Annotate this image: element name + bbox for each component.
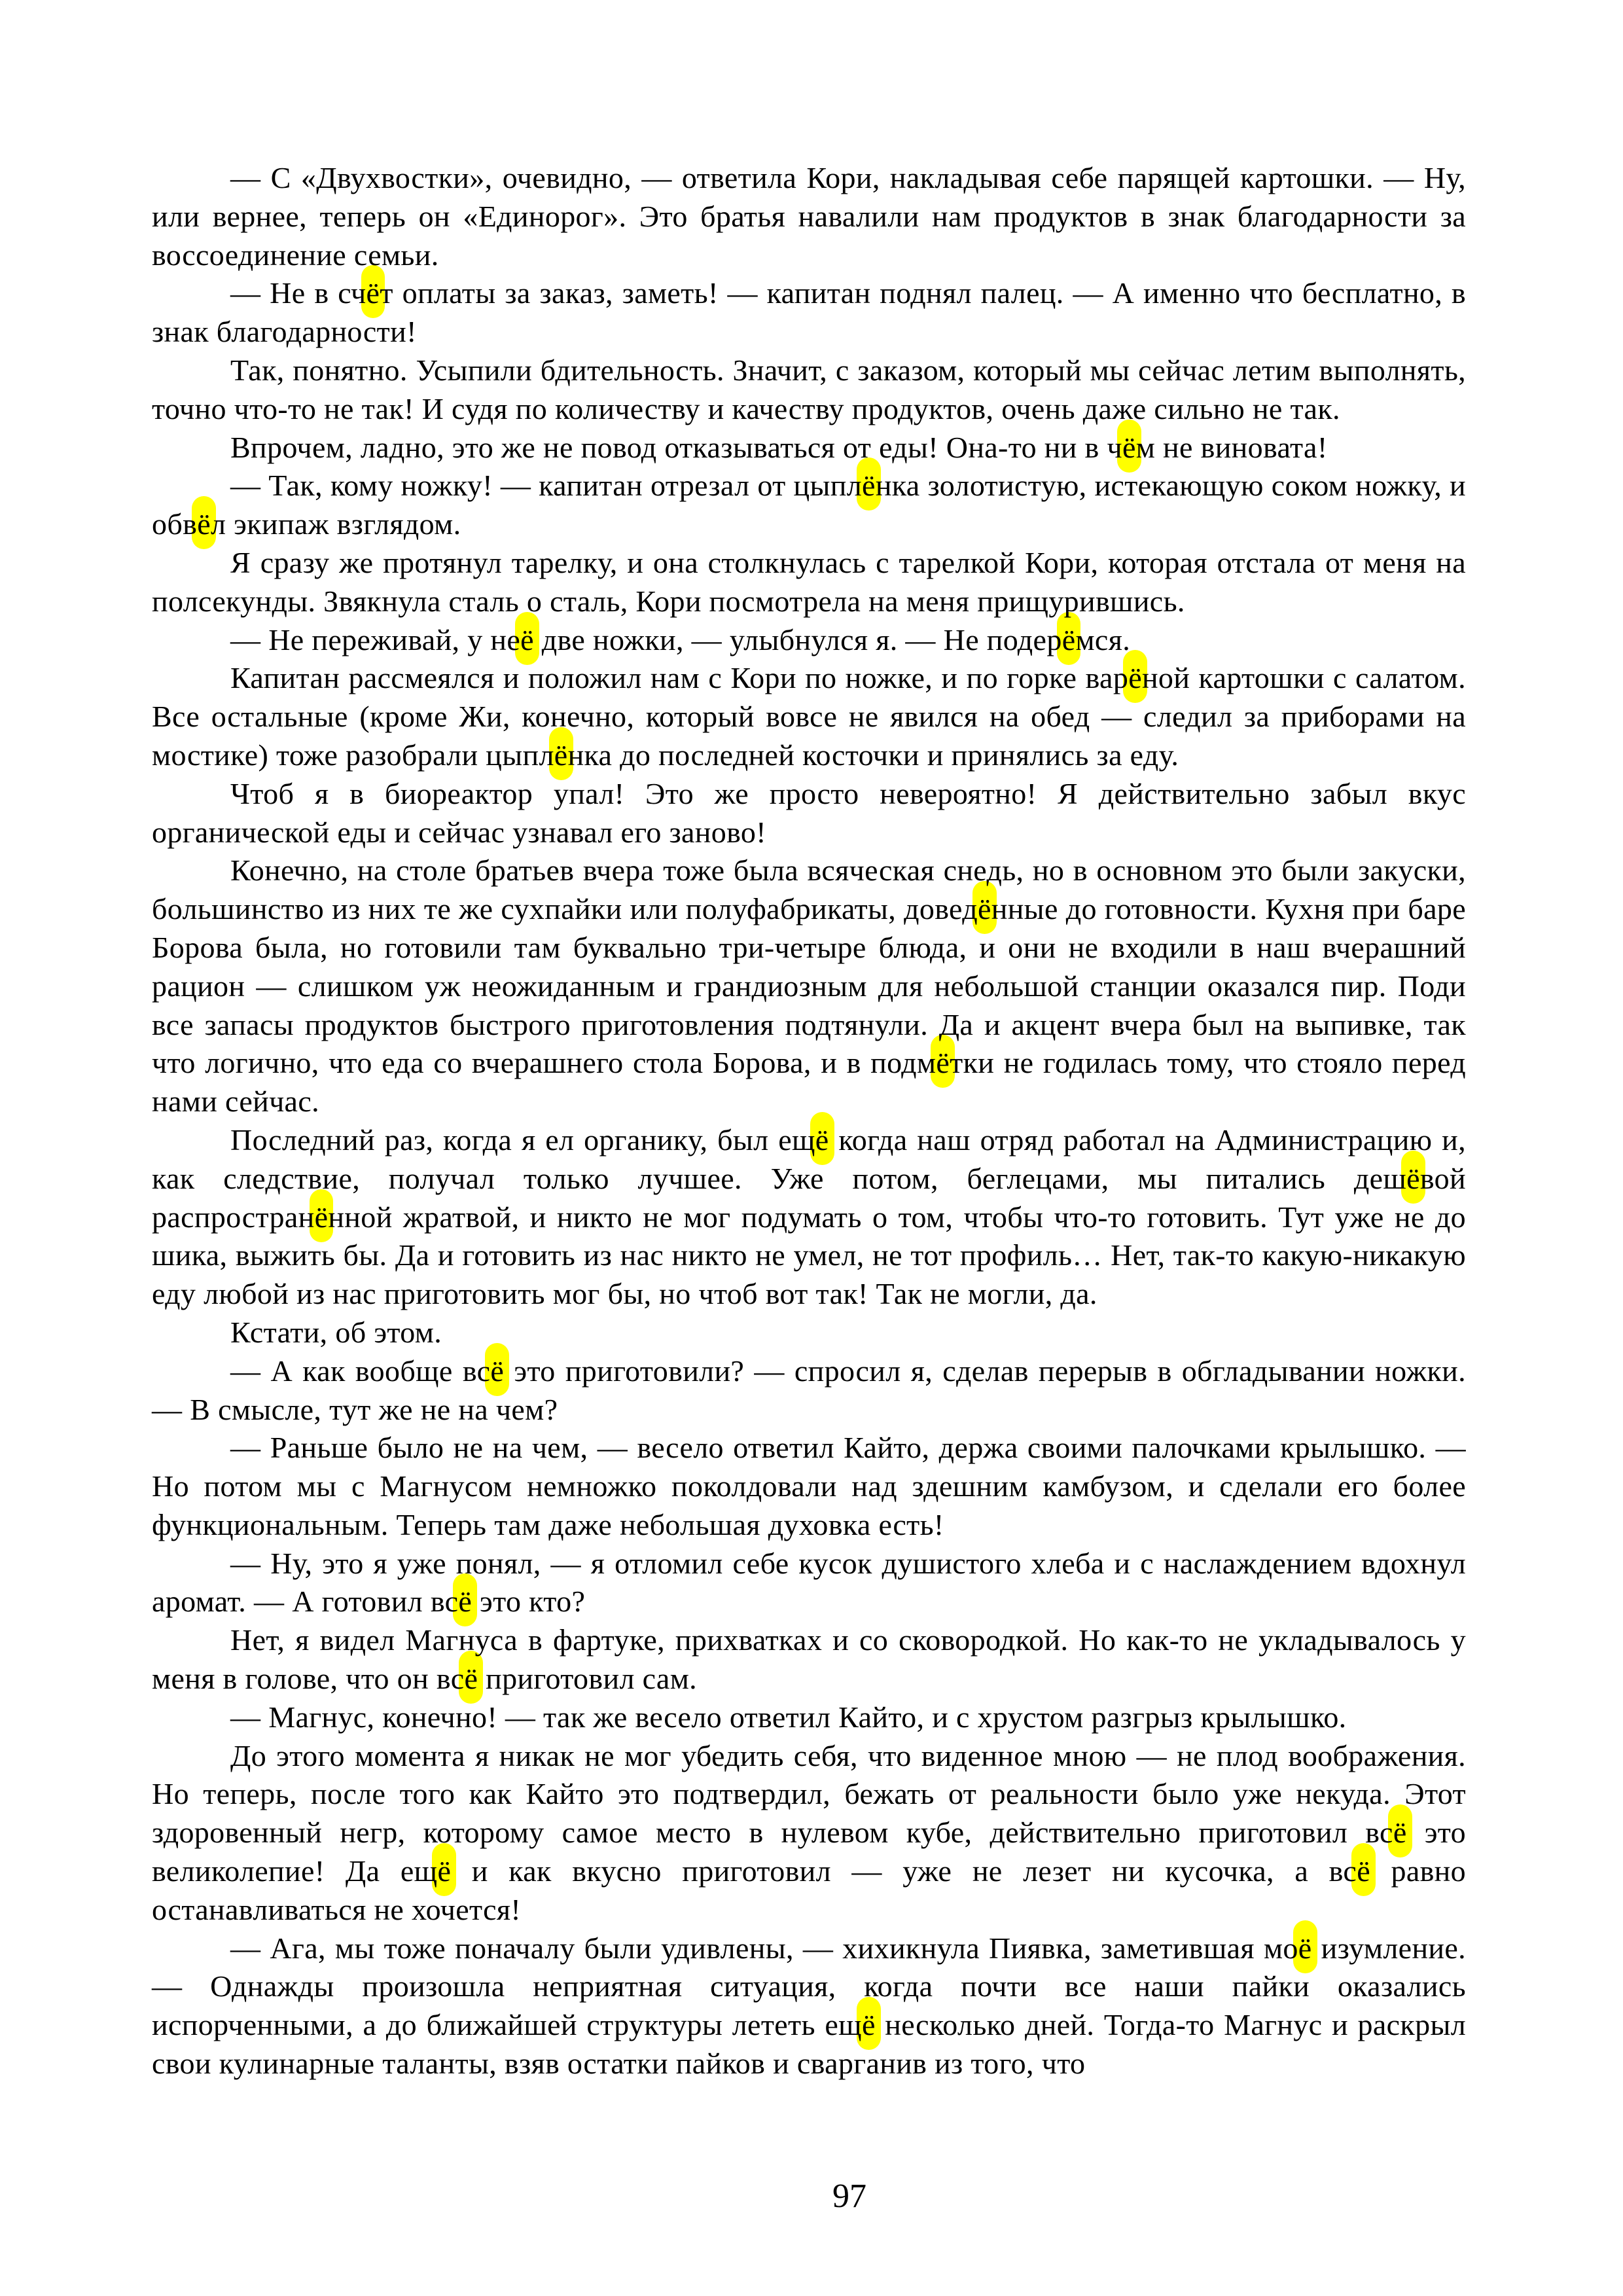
yo-letter-highlight: ё [1122, 430, 1136, 464]
yo-letter-highlight: ё [458, 1585, 473, 1619]
paragraph: — Раньше было не на чем, — весело ответил Кайто, держа своими палочками крылышко. — Но потом мы с Магнусом немножко поколдовали над здешним камбузом, и сделали его более функциональным. Теперь там даже небольшая духовка есть! [152, 1431, 1466, 1541]
yo-letter-highlight: ё [366, 276, 380, 310]
paragraph: Нет, я видел Магнуса в фартуке, прихватках и со сковородкой. Но как-то не укладывалось у меня в голове, что он всё приготовил сам. [152, 1623, 1466, 1696]
paragraph: — С «Двухвостки», очевидно, — ответила Кори, накладывая себе парящей картошки. — Ну, или вернее, теперь он «Единорог». Это братья навалили нам продуктов в знак благодарности за воссоединение семьи. [152, 161, 1466, 272]
paragraph: — Ну, это я уже понял, — я отломил себе кусок душистого хлеба и с наслаждением вдохнул аромат. — А готовил всё это кто? [152, 1546, 1466, 1619]
yo-letter-highlight: ё [490, 1354, 505, 1388]
yo-letter-highlight: ё [977, 892, 991, 926]
page-number: 97 [832, 2178, 866, 2215]
yo-letter-highlight: ё [861, 2008, 876, 2042]
yo-letter-highlight: ё [1393, 1816, 1407, 1850]
paragraph: Так, понятно. Усыпили бдительность. Значит, с заказом, который мы сейчас летим выполнять, точно что-то не так! И судя по количеству и качеству продуктов, очень даже сильно не так. [152, 353, 1466, 425]
yo-letter-highlight: ё [464, 1662, 478, 1696]
paragraph: Конечно, на столе братьев вчера тоже была всяческая снедь, но в основном это были закуски, большинство из них те же сухпайки или полуфабрикаты, доведённые до готовности. Кухня при баре Борова была, но готовили там буквально три-четыре блюда, и они не входили в наш вчерашний рацион — слишком уж неожиданным и грандиозным для небольшой станции оказался пир. Поди все запасы продуктов быстрого приготовления подтянули. Да и акцент вчера был на выпивке, так что логично, что еда со вчерашнего стола Борова, и в подмётки не годилась тому, что стояло перед нами сейчас. [152, 853, 1466, 1119]
yo-letter-highlight: ё [1298, 1931, 1312, 1965]
yo-letter-highlight: ё [197, 507, 211, 541]
yo-letter-highlight: ё [862, 469, 876, 503]
paragraph: Последний раз, когда я ел органику, был ещё когда наш отряд работал на Администрацию и, как следствие, получал только лучшее. Уже потом, беглецами, мы питались дешёвой распространённой жратвой, и никто не мог подумать о том, чтобы что-то готовить. Тут уже не до шика, выжить бы. Да и готовить из нас никто не умел, не тот профиль… Нет, так-то какую-никакую еду любой из нас приготовить мог бы, но чтоб вот так! Так не могли, да. [152, 1122, 1466, 1311]
paragraph: Впрочем, ладно, это же не повод отказываться от еды! Она-то ни в чём не виновата! [230, 430, 1328, 464]
paragraph: Капитан рассмеялся и положил нам с Кори по ножке, и по горке варёной картошки с салатом. Все остальные (кроме Жи, конечно, который вовсе не явился на обед — следил за приборами на мостике) тоже разобрали цыплёнка до последней косточки и принялись за еду. [152, 661, 1466, 772]
yo-letter-highlight: ё [554, 738, 568, 772]
yo-letter-highlight: ё [936, 1046, 950, 1080]
page-text [152, 159, 1466, 2083]
yo-letter-highlight: ё [1406, 1161, 1420, 1195]
yo-letter-highlight: ё [314, 1200, 329, 1234]
paragraph: — Не переживай, у неё две ножки, — улыбнулся я. — Не подерёмся. [230, 622, 1131, 656]
paragraph: — Магнус, конечно! — так же весело ответил Кайто, и с хрустом разгрыз крылышко. [230, 1700, 1347, 1734]
yo-letter-highlight: ё [520, 622, 534, 656]
yo-letter-highlight: ё [1128, 661, 1142, 695]
yo-letter-highlight: ё [437, 1854, 452, 1888]
paragraph: — Не в счёт оплаты за заказ, заметь! — капитан поднял палец. — А именно что бесплатно, в знак благодарности! [152, 276, 1466, 349]
paragraph: — Ага, мы тоже поначалу были удивлены, — хихикнула Пиявка, заметившая моё изумление. — Однажды произошла неприятная ситуация, когда почти все наши пайки оказались испорченными, а до ближайшей структуры лететь ещё несколько дней. Тогда-то Магнус и раскрыл свои кулинарные таланты, взяв остатки пайков и сварганив из того, что [152, 1931, 1467, 2081]
paragraph: Я сразу же протянул тарелку, и она столкнулась с тарелкой Кори, которая отстала от меня на полсекунды. Звякнула сталь о сталь, Кори посмотрела на меня прищурившись. [152, 545, 1466, 618]
yo-letter-highlight: ё [1061, 622, 1076, 656]
paragraph: — Так, кому ножку! — капитан отрезал от цыплёнка золотистую, истекающую соком ножку, и обвёл экипаж взглядом. [152, 469, 1466, 541]
yo-letter-highlight: ё [815, 1122, 829, 1157]
paragraph: Кстати, об этом. [230, 1315, 442, 1349]
paragraph: До этого момента я никак не мог убедить себя, что виденное мною — не плод воображения. Но теперь, после того как Кайто это подтвердил, бежать от реальности было уже некуда. Этот здоровенный негр, которому самое место в нулевом кубе, действительно приготовил всё это великолепие! Да ещё и как вкусно приготовил — уже не лезет ни кусочка, а всё равно останавливаться не хочется! [152, 1738, 1467, 1926]
yo-letter-highlight: ё [1357, 1854, 1370, 1888]
paragraph: — А как вообще всё это приготовили? — спросил я, сделав перерыв в обгладывании ножки. — В смысле, тут же не на чем? [152, 1354, 1466, 1426]
paragraph: Чтоб я в биореактор упал! Это же просто невероятно! Я действительно забыл вкус органической еды и сейчас узнавал его заново! [152, 776, 1466, 849]
